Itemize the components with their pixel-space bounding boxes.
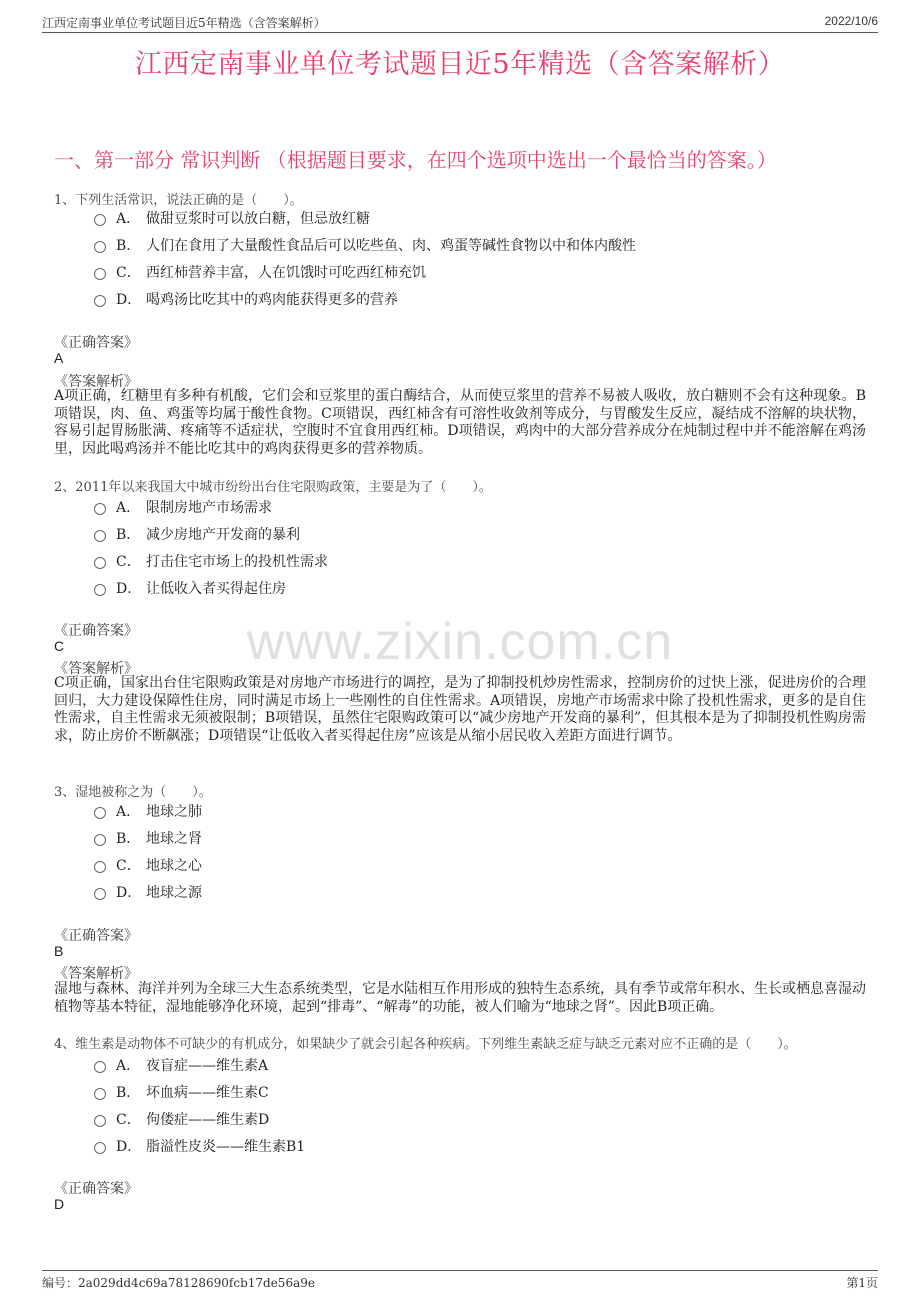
answer-label: 《正确答案》	[54, 928, 138, 944]
question-1-option-c[interactable]: C． 西红柿营养丰富，人在饥饿时可吃西红柿充饥	[94, 262, 426, 282]
radio-icon[interactable]	[94, 295, 106, 307]
question-4-option-d[interactable]: D． 脂溢性皮炎——维生素B1	[94, 1136, 305, 1156]
radio-icon[interactable]	[94, 834, 106, 846]
question-1-option-b[interactable]: B． 人们在食用了大量酸性食品后可以吃些鱼、肉、鸡蛋等碱性食物以中和体内酸性	[94, 235, 636, 255]
radio-icon[interactable]	[94, 584, 106, 596]
radio-icon[interactable]	[94, 214, 106, 226]
analysis-label: 《答案解析》	[54, 374, 138, 390]
question-3-option-b[interactable]: B． 地球之肾	[94, 828, 202, 848]
analysis-label: 《答案解析》	[54, 661, 138, 677]
question-4-option-c[interactable]: C． 佝偻症——维生素D	[94, 1109, 269, 1129]
answer-label: 《正确答案》	[54, 1181, 138, 1197]
radio-icon[interactable]	[94, 1088, 106, 1100]
question-2-option-a[interactable]: A． 限制房地产市场需求	[94, 497, 272, 517]
header-date: 2022/10/6	[824, 14, 878, 28]
radio-icon[interactable]	[94, 1061, 106, 1073]
radio-icon[interactable]	[94, 503, 106, 515]
question-2-option-c[interactable]: C． 打击住宅市场上的投机性需求	[94, 551, 328, 571]
question-4-option-b[interactable]: B． 坏血病——维生素C	[94, 1082, 269, 1102]
question-2-option-d[interactable]: D． 让低收入者买得起住房	[94, 578, 286, 598]
radio-icon[interactable]	[94, 861, 106, 873]
question-2-stem: 2、2011年以来我国大中城市纷纷出台住宅限购政策，主要是为了（ ）。	[54, 480, 492, 495]
question-3-analysis: 湿地与森林、海洋并列为全球三大生态系统类型，它是水陆相互作用形成的独特生态系统，具有季节或常年积水、生长或栖息喜湿动植物等基本特征，湿地能够净化环境，起到“排毒”、“解毒”的功能，被人们喻为“地球之肾”。因此B项正确。	[54, 981, 866, 1015]
radio-icon[interactable]	[94, 888, 106, 900]
page-footer	[42, 1270, 878, 1293]
answer-label: 《正确答案》	[54, 335, 138, 351]
header-title: 江西定南事业单位考试题目近5年精选（含答案解析）	[42, 16, 326, 30]
question-3-stem: 3、湿地被称之为（ ）。	[54, 785, 212, 800]
question-4-answer: D	[54, 1196, 65, 1212]
question-3-option-d[interactable]: D． 地球之源	[94, 882, 202, 902]
radio-icon[interactable]	[94, 530, 106, 542]
radio-icon[interactable]	[94, 807, 106, 819]
answer-label: 《正确答案》	[54, 623, 138, 639]
question-3-answer: B	[54, 943, 64, 959]
question-3-option-c[interactable]: C． 地球之心	[94, 855, 202, 875]
question-1-analysis: A项正确，红糖里有多种有机酸，它们会和豆浆里的蛋白酶结合，从而使豆浆里的营养不易被人吸收，放白糖则不会有这种现象。B项错误，肉、鱼、鸡蛋等均属于酸性食物。C项错误，西红柿含有可溶性收敛剂等成分，与胃酸发生反应，凝结成不溶解的块状物，容易引起胃肠胀满、疼痛等不适症状，空腹时不宜食用西红柿。D项错误，鸡肉中的大部分营养成分在炖制过程中并不能溶解在鸡汤里，因此喝鸡汤并不能比吃其中的鸡肉获得更多的营养物质。	[54, 388, 866, 457]
question-1-option-d[interactable]: D． 喝鸡汤比吃其中的鸡肉能获得更多的营养	[94, 289, 398, 309]
page-header	[42, 14, 878, 33]
question-3-option-a[interactable]: A． 地球之肺	[94, 801, 202, 821]
radio-icon[interactable]	[94, 268, 106, 280]
page-number: 第1页	[846, 1276, 878, 1290]
question-2-analysis: C项正确，国家出台住宅限购政策是对房地产市场进行的调控，是为了抑制投机炒房性需求，控制房价的过快上涨，促进房价的合理回归，大力建设保障性住房，同时满足市场上一些刚性的自住性需求。A项错误，房地产市场需求中除了投机性需求，更多的是自住性需求，自主性需求无须被限制；B项错误，虽然住宅限购政策可以“减少房地产开发商的暴利”，但其根本是为了抑制投机性购房需求，防止房价不断飙涨；D项错误“让低收入者买得起住房”应该是从缩小居民收入差距方面进行调节。	[54, 675, 866, 744]
radio-icon[interactable]	[94, 1115, 106, 1127]
watermark: www.zixin.com.cn	[246, 613, 674, 671]
question-1-stem: 1、下列生活常识，说法正确的是（ ）。	[54, 193, 303, 208]
radio-icon[interactable]	[94, 557, 106, 569]
radio-icon[interactable]	[94, 1142, 106, 1154]
question-2-answer: C	[54, 638, 65, 654]
question-1-answer: A	[54, 350, 64, 366]
section-heading: 一、第一部分 常识判断 （根据题目要求，在四个选项中选出一个最恰当的答案。）	[54, 148, 777, 172]
question-4-option-a[interactable]: A． 夜盲症——维生素A	[94, 1055, 268, 1075]
document-title: 江西定南事业单位考试题目近5年精选（含答案解析）	[134, 49, 786, 80]
question-4-stem: 4、维生素是动物体不可缺少的有机成分，如果缺少了就会引起各种疾病。下列维生素缺乏症与缺乏元素对应不正确的是（ ）。	[54, 1037, 797, 1052]
question-2-option-b[interactable]: B． 减少房地产开发商的暴利	[94, 524, 300, 544]
question-1-option-a[interactable]: A． 做甜豆浆时可以放白糖，但忌放红糖	[94, 208, 370, 228]
document-code: 编号：2a029dd4c69a78128690fcb17de56a9e	[42, 1276, 315, 1290]
radio-icon[interactable]	[94, 241, 106, 253]
analysis-label: 《答案解析》	[54, 966, 138, 982]
